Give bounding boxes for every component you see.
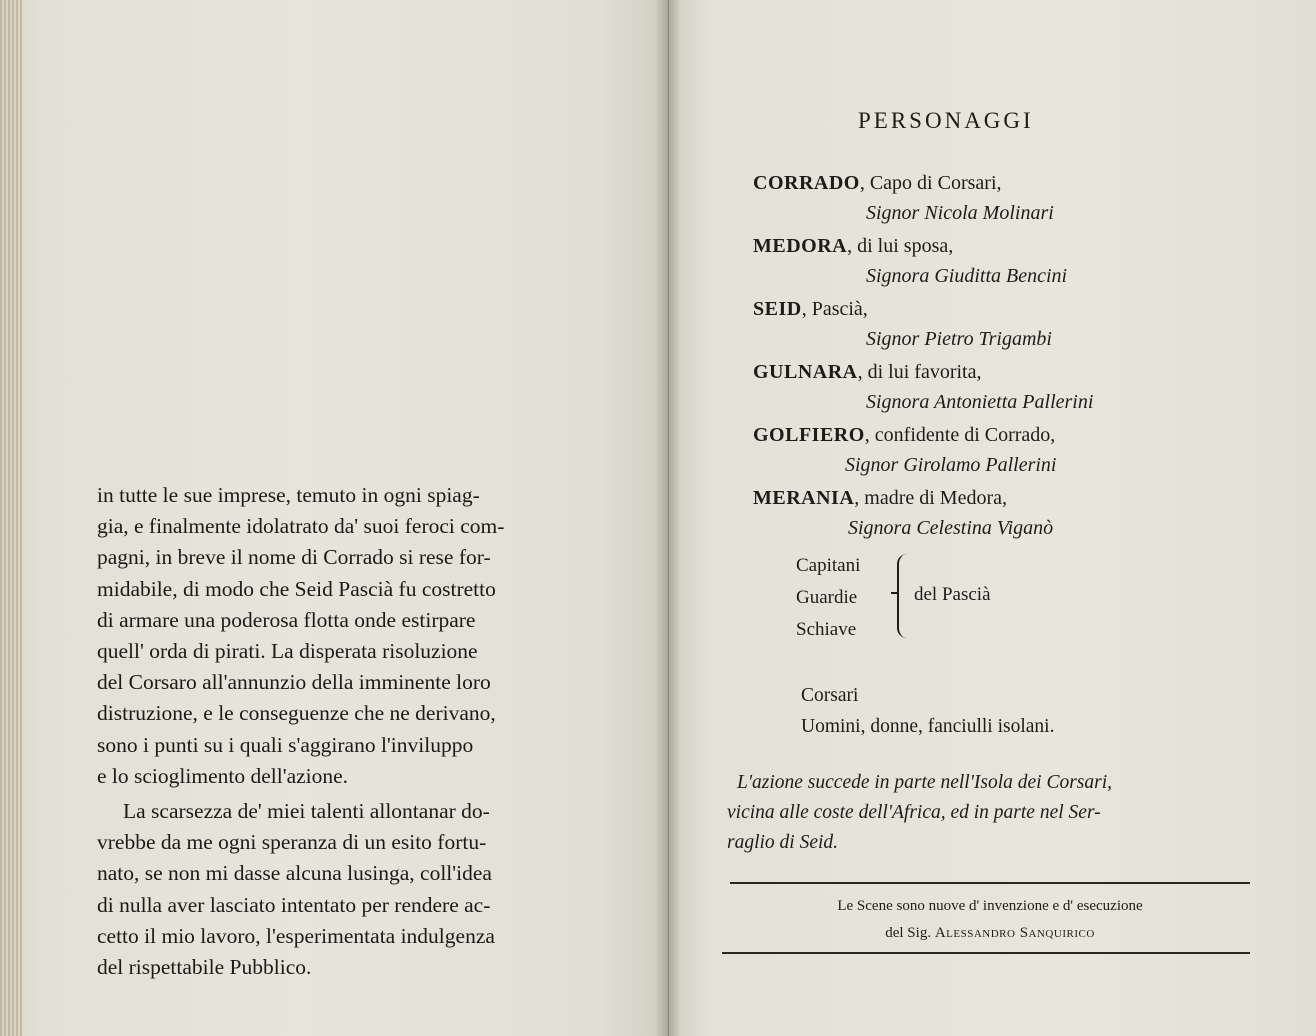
role-description: , Capo di Corsari, [859, 172, 1002, 194]
role-name: SEID [753, 298, 802, 320]
role-description: , madre di Medora, [854, 487, 1008, 509]
group-item: Capitani [796, 555, 861, 576]
cast-item [753, 361, 1193, 424]
text-line: del rispettabile Pubblico. [97, 955, 312, 980]
setting-note [727, 768, 1253, 858]
setting-line: vicina alle coste dell'Africa, ed in parte nel Ser- [727, 802, 1101, 823]
paragraph-1 [97, 480, 627, 792]
group-item: Guardie [796, 587, 858, 608]
role-name: CORRADO [753, 172, 860, 194]
bottom-rule [722, 952, 1250, 954]
text-line: vrebbe da me ogni speranza di un esito fortu- [97, 830, 487, 855]
text-line: gia, e finalmente idolatrato da' suoi feroci com- [97, 514, 505, 539]
actor-name: Signora Giuditta Bencini [866, 265, 1068, 287]
cast-list [753, 172, 1193, 550]
actor-name: Signor Nicola Molinari [866, 202, 1054, 224]
cast-item [753, 298, 1193, 361]
text-line: sono i punti su i quali s'aggirano l'inviluppo [97, 732, 474, 757]
text-line: in tutte le sue imprese, temuto in ogni spiag- [97, 483, 480, 507]
text-line: nato, se non mi dasse alcuna lusinga, coll'idea [97, 861, 492, 886]
text-line: cetto il mio lavoro, l'esperimentata indulgenza [97, 923, 495, 948]
text-line: di nulla aver lasciato intentato per rendere ac- [97, 892, 491, 917]
credits-line [730, 920, 1250, 947]
brace-tip-icon [891, 592, 899, 594]
role-description: , di lui sposa, [847, 235, 954, 257]
other-characters [801, 680, 1054, 742]
text-line: midabile, di modo che Seid Pascià fu costretto [97, 576, 496, 601]
text-line: di armare una poderosa flotta onde estirpare [97, 607, 476, 632]
actor-name: Signor Girolamo Pallerini [845, 454, 1057, 476]
role-description: , di lui favorita, [857, 361, 982, 383]
text-line: pagni, in breve il nome di Corrado si rese for- [97, 545, 491, 570]
text-line: La scarsezza de' miei talenti allontanar do- [123, 799, 490, 824]
credits-line: Le Scene sono nuove d' invenzione e d' esecuzione [837, 898, 1143, 914]
setting-line: L'azione succede in parte nell'Isola dei Corsari, [737, 772, 1113, 793]
actor-name: Signor Pietro Trigambi [866, 328, 1052, 350]
paragraph-2 [97, 796, 627, 983]
text-line: del Corsaro all'annunzio della imminente loro [97, 670, 491, 695]
actor-name: Signora Antonietta Pallerini [866, 391, 1094, 413]
text-line: quell' orda di pirati. La disperata risoluzione [97, 639, 478, 664]
role-name: GOLFIERO [753, 424, 865, 446]
scenery-credits [730, 893, 1250, 947]
setting-line: raglio di Seid. [727, 832, 839, 853]
group-item: Schiave [796, 619, 857, 640]
cast-item [753, 487, 1193, 550]
other-item: Corsari [801, 685, 859, 706]
role-description: , Pascià, [801, 298, 868, 320]
other-item: Uomini, donne, fanciulli isolani. [801, 716, 1055, 737]
cast-title: PERSONAGGI [858, 108, 1034, 133]
role-name: GULNARA [753, 361, 858, 383]
credits-prefix: del Sig. [885, 925, 932, 941]
brace-icon [897, 554, 911, 638]
role-name: MERANIA [753, 487, 855, 509]
top-rule [730, 882, 1250, 884]
text-line: distruzione, e le conseguenze che ne derivano, [97, 701, 496, 726]
cast-item [753, 235, 1193, 298]
actor-name: Signora Celestina Viganò [848, 517, 1054, 539]
body-text [97, 480, 627, 983]
page-edges [0, 0, 22, 1036]
role-description: , confidente di Corrado, [864, 424, 1056, 446]
group-label: del Pascià [914, 584, 991, 605]
book-spine [655, 0, 681, 1036]
cast-item [753, 172, 1193, 235]
cast-item [753, 424, 1193, 487]
credits-name: Alessandro Sanquirico [934, 925, 1095, 941]
text-line: e lo scioglimento dell'azione. [97, 763, 349, 788]
pasha-group [796, 550, 991, 646]
role-name: MEDORA [753, 235, 848, 257]
